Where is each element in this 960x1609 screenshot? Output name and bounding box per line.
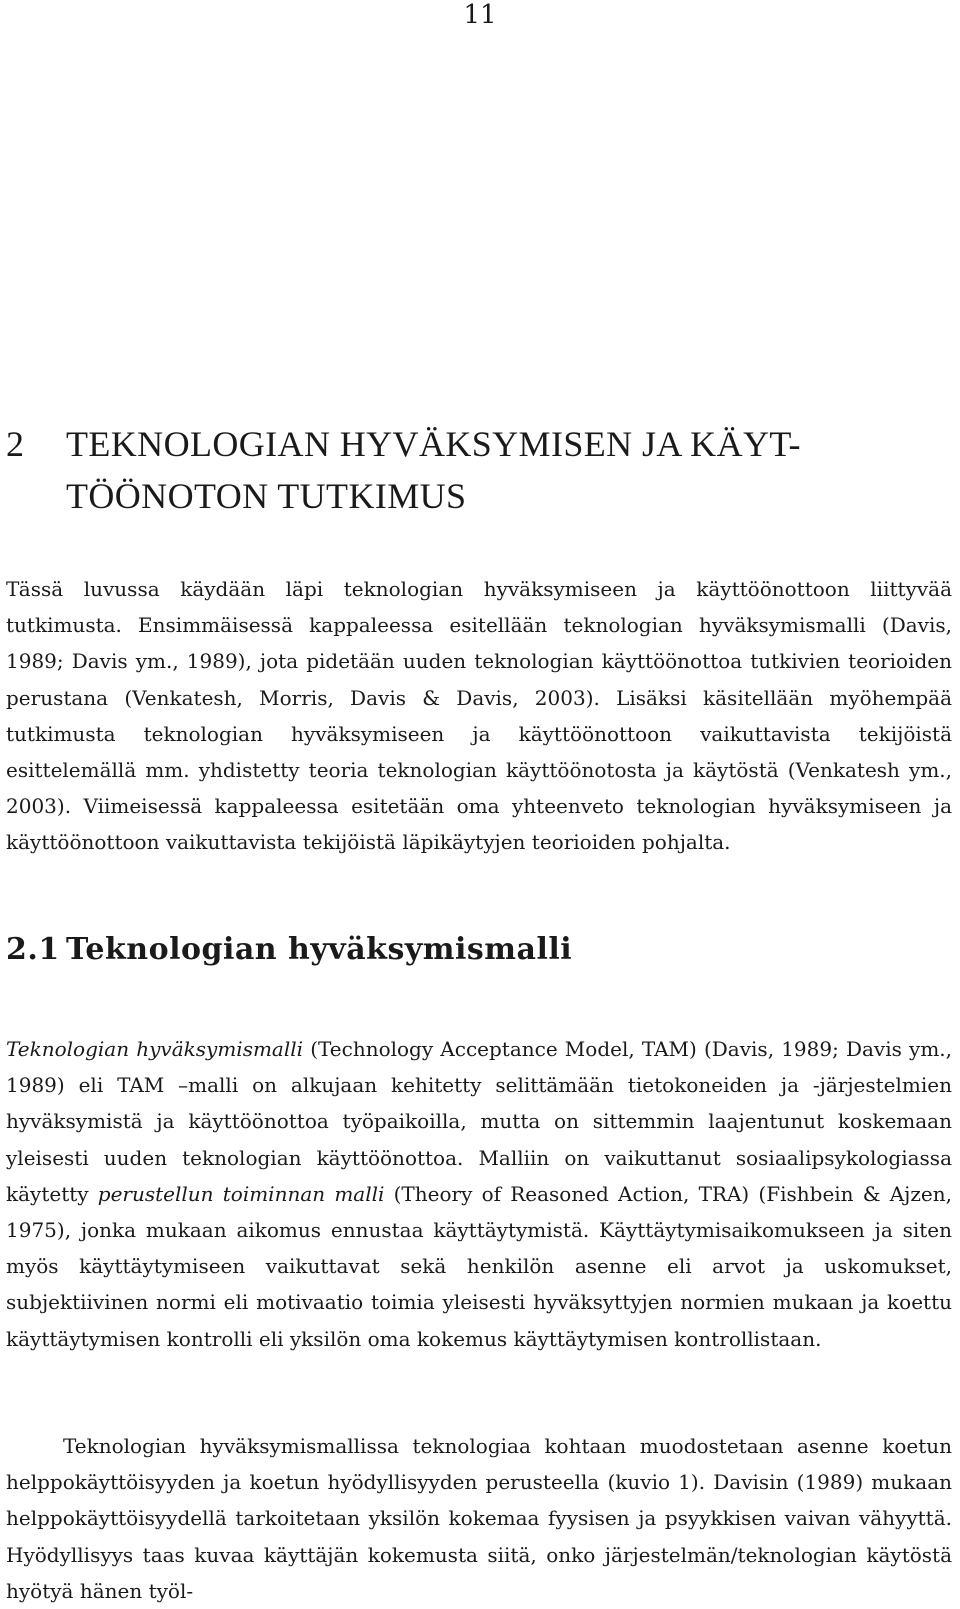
section-title: Teknologian hyväksymismalli xyxy=(66,932,573,967)
section-number: 2.1 xyxy=(6,932,60,967)
chapter-number: 2 xyxy=(6,424,25,464)
tam-text-a: (Technology Acceptance Model, TAM) (Davis, 1989; Davis ym., 1989) eli TAM –malli on alkujaan kehitetty selittämään tietokoneiden ja -järjestelmien hyväksymistä ja käyttöönottoa työpaikoilla, mutta on sittemmin laajentunut koskemaan yleisesti uuden teknologian käyttöönottoa. Malliin on vaikuttanut sosiaalipsykologiassa käytetty xyxy=(6,1037,953,1206)
davis-paragraph: Teknologian hyväksymismallissa teknologiaa kohtaan muodostetaan asenne koetun helppokäyttöisyyden ja koetun hyödyllisyyden perusteella (kuvio 1). Davisin (1989) mukaan helppokäyttöisyydellä tarkoitetaan yksilön kokemaa fyysisen ja psyykkisen vaivan vähyyttä. Hyödyllisyys taas kuvaa käyttäjän kokemusta siitä, onko järjestelmän/teknologian käytöstä hyötyä hänen työl- xyxy=(6,1434,952,1603)
tra-term: perustellun toiminnan malli xyxy=(97,1181,385,1206)
page-number: 11 xyxy=(463,0,497,30)
section-heading xyxy=(6,925,946,975)
tam-term: Teknologian hyväksymismalli xyxy=(6,1037,304,1061)
chapter-heading xyxy=(6,418,946,522)
intro-paragraph: Tässä luvussa käydään läpi teknologian hyväksymiseen ja käyttöönottoon liittyvää tutkimusta. Ensimmäisessä kappaleessa esitellään teknologian hyväksymismalli (Davis, 1989; Davis ym., 1989), jota pidetään uuden teknologian käyttöönottoa tutkivien teorioiden perustana (Venkatesh, Morris, Davis & Davis, 2003). Lisäksi käsitellään myöhempää tutkimusta teknologian hyväksymiseen ja käyttöönottoon vaikuttavista tekijöistä esittelemällä mm. yhdistetty teoria teknologian käyttöönotosta ja käytöstä (Venkatesh ym., 2003). Viimeisessä kappaleessa esitetään oma yhteenveto teknologian hyväksymiseen ja käyttöönottoon vaikuttavista tekijöistä läpikäytyjen teorioiden pohjalta. xyxy=(6,577,952,855)
tam-paragraph xyxy=(6,1031,952,1357)
chapter-title: TEKNOLOGIAN HYVÄKSYMISEN JA KÄYT-TÖÖNOTON TUTKIMUS xyxy=(66,424,801,516)
tam-text-b: (Theory of Reasoned Action, TRA) (Fishbein & Ajzen, 1975), jonka mukaan aikomus ennustaa käyttäytymistä. Käyttäytymisaikomukseen ja siten myös käyttäytymiseen vaikuttavat sekä henkilön asenne eli arvot ja uskomukset, subjektiivinen normi eli motivaatio toimia yleisesti hyväksyttyjen normien mukaan ja koettu käyttäytymisen kontrolli eli yksilön oma kokemus käyttäytymisen kontrollistaan. xyxy=(6,1181,952,1351)
